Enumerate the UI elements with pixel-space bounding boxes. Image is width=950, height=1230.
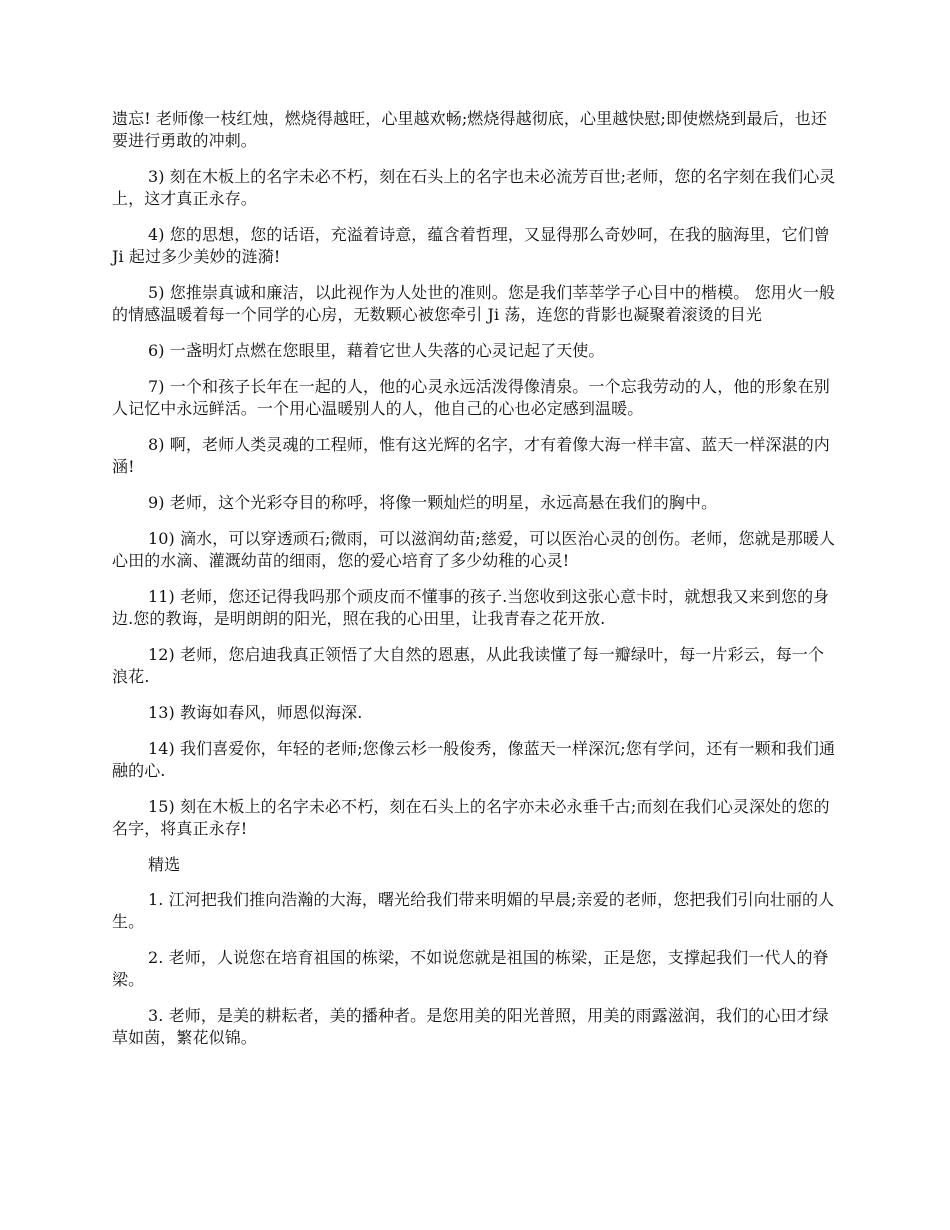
document-body bbox=[112, 108, 840, 1063]
paragraph-10: 10) 滴水，可以穿透顽石;微雨，可以滋润幼苗;慈爱，可以医治心灵的创伤。老师，您就是那暖人心田的水滴、灌溉幼苗的细雨，您的爱心培育了多少幼稚的心灵! bbox=[112, 529, 836, 570]
paragraph-6: 6) 一盏明灯点燃在您眼里，藉着它世人失落的心灵记起了天使。 bbox=[148, 341, 605, 360]
paragraph-11: 11) 老师，您还记得我吗那个顽皮而不懂事的孩子.当您收到这张心意卡时，就想我又来到您的身边.您的教诲，是明朗朗的阳光，照在我的心田里，让我青春之花开放. bbox=[112, 587, 830, 628]
paragraph-5: 5) 您推崇真诚和廉洁，以此视作为人处世的准则。您是我们莘莘学子心目中的楷模。 您用火一般的情感温暖着每一个同学的心房，无数颗心被您牵引 Ji 荡，连您的背影也凝聚着滚烫的目光 bbox=[112, 283, 836, 324]
paragraph-15: 15) 刻在木板上的名字未必不朽，刻在石头上的名字亦未必永垂千古;而刻在我们心灵深处的您的名字，将真正永存! bbox=[112, 797, 830, 838]
section-heading-selected: 精选 bbox=[148, 855, 181, 874]
paragraph-7: 7) 一个和孩子长年在一起的人，他的心灵永远活泼得像清泉。一个忘我劳动的人，他的形象在别人记忆中永远鲜活。一个用心温暖别人的人，他自己的心也必定感到温暖。 bbox=[112, 377, 830, 418]
paragraph-12: 12) 老师，您启迪我真正领悟了大自然的恩惠，从此我读懂了每一瓣绿叶，每一片彩云，每一个浪花. bbox=[112, 645, 825, 686]
selected-paragraph-1: 1. 江河把我们推向浩瀚的大海，曙光给我们带来明媚的早晨;亲爱的老师，您把我们引向壮丽的人生。 bbox=[112, 890, 835, 931]
paragraph-3: 3) 刻在木板上的名字未必不朽，刻在石头上的名字也未必流芳百世;老师，您的名字刻在我们心灵上，这才真正永存。 bbox=[112, 167, 836, 208]
paragraph-9: 9) 老师，这个光彩夺目的称呼，将像一颗灿烂的明星，永远高悬在我们的胸中。 bbox=[148, 493, 718, 512]
paragraph-continued: 遗忘! 老师像一枝红烛，燃烧得越旺，心里越欢畅;燃烧得越彻底，心里越快慰;即使燃烧到最后，也还要进行勇敢的冲刺。 bbox=[112, 109, 827, 150]
paragraph-13: 13) 教诲如春风，师恩似海深. bbox=[148, 703, 363, 722]
selected-paragraph-3: 3. 老师，是美的耕耘者，美的播种者。是您用美的阳光普照，用美的雨露滋润，我们的心田才绿草如茵，繁花似锦。 bbox=[112, 1006, 829, 1047]
paragraph-14: 14) 我们喜爱你，年轻的老师;您像云杉一般俊秀，像蓝天一样深沉;您有学问，还有一颗和我们通融的心. bbox=[112, 739, 836, 780]
paragraph-4: 4) 您的思想，您的话语，充溢着诗意，蕴含着哲理，又显得那么奇妙呵，在我的脑海里，它们曾 Ji 起过多少美妙的涟漪! bbox=[112, 225, 830, 266]
paragraph-8: 8) 啊，老师人类灵魂的工程师，惟有这光辉的名字，才有着像大海一样丰富、蓝天一样深湛的内涵! bbox=[112, 435, 830, 476]
selected-paragraph-2: 2. 老师，人说您在培育祖国的栋梁，不如说您就是祖国的栋梁，正是您，支撑起我们一代人的脊梁。 bbox=[112, 948, 829, 989]
